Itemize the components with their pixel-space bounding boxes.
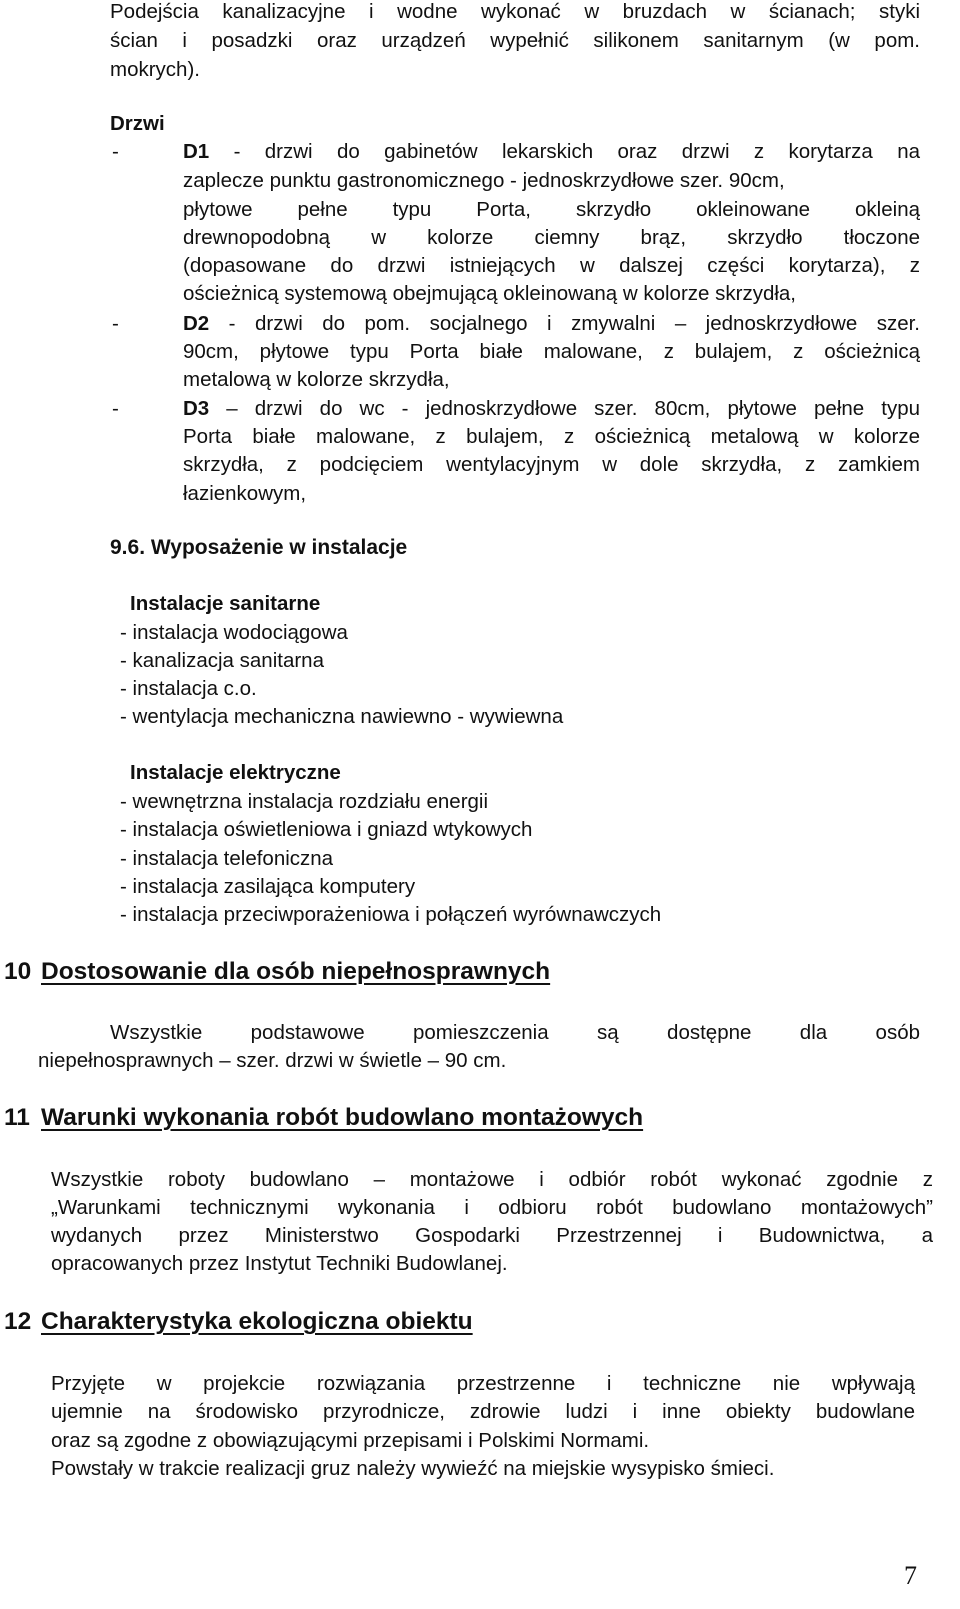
section-11-line-4: opracowanych przez Instytut Techniki Budowlanej. xyxy=(51,1252,508,1275)
door-d3-text: – drzwi do wc - jednoskrzydłowe szer. 80cm, płytowe pełne typu xyxy=(209,397,920,420)
section-11-line-1: Wszystkie roboty budowlano – montażowe i odbiór robót wykonać zgodnie z xyxy=(51,1168,933,1191)
list-dash: - xyxy=(112,312,119,335)
section-number: 10 xyxy=(4,958,32,985)
door-d1-text: - drzwi do gabinetów lekarskich oraz drzwi z korytarza na xyxy=(209,140,920,163)
list-item: - instalacja telefoniczna xyxy=(120,847,334,870)
door-d3-line-2: Porta białe malowane, z bulajem, z ościeżnicą metalową w kolorze xyxy=(183,425,920,448)
door-d3-line-1 xyxy=(183,395,920,424)
door-d3-line-3: skrzydła, z podcięciem wentylacyjnym w dole skrzydła, z zamkiem xyxy=(183,453,920,476)
intro-line-1: Podejścia kanalizacyjne i wodne wykonać w bruzdach w ścianach; styki xyxy=(110,0,920,23)
door-d3-line-4: łazienkowym, xyxy=(183,482,307,505)
section-number: 11 xyxy=(4,1104,30,1131)
section-10-heading xyxy=(4,958,904,990)
section-11-heading xyxy=(4,1104,904,1136)
door-d1-line-6: ościeżnicą systemową obejmującą okleinowaną w kolorze skrzydła, xyxy=(183,282,796,305)
door-d2-text: - drzwi do pom. socjalnego i zmywalni – jednoskrzydłowe szer. xyxy=(209,312,920,335)
list-item: - instalacja przeciwporażeniowa i połączeń wyrównawczych xyxy=(120,903,662,926)
electrical-installations-title: Instalacje elektryczne xyxy=(130,761,341,784)
list-item: - instalacja oświetleniowa i gniazd wtykowych xyxy=(120,818,533,841)
door-code: D2 xyxy=(183,312,210,335)
section-9-6-title: 9.6. Wyposażenie w instalacje xyxy=(110,536,408,559)
sanitary-installations-title: Instalacje sanitarne xyxy=(130,592,321,615)
section-11-line-2: „Warunkami technicznymi wykonania i odbioru robót budowlano montażowych” xyxy=(51,1196,933,1219)
list-item: - instalacja zasilająca komputery xyxy=(120,875,416,898)
list-item: - wentylacja mechaniczna nawiewno - wywiewna xyxy=(120,705,564,728)
section-12-line-1: Przyjęte w projekcie rozwiązania przestrzenne i techniczne nie wpływają xyxy=(51,1372,915,1395)
list-item: - kanalizacja sanitarna xyxy=(120,649,324,672)
section-title: Charakterystyka ekologiczna obiektu xyxy=(41,1308,473,1335)
list-dash: - xyxy=(112,397,119,420)
doors-heading: Drzwi xyxy=(110,112,165,135)
section-12-line-4: Powstały w trakcie realizacji gruz należy wywieźć na miejskie wysypisko śmieci. xyxy=(51,1457,775,1480)
section-12-heading xyxy=(4,1308,904,1340)
list-item: - instalacja wodociągowa xyxy=(120,621,348,644)
list-item: - wewnętrzna instalacja rozdziału energii xyxy=(120,790,489,813)
section-title: Warunki wykonania robót budowlano montażowych xyxy=(41,1104,644,1131)
door-d2-line-2: 90cm, płytowe typu Porta białe malowane, z bulajem, z ościeżnicą xyxy=(183,340,920,363)
list-item: - instalacja c.o. xyxy=(120,677,257,700)
intro-line-3: mokrych). xyxy=(110,58,200,81)
page-number: 7 xyxy=(904,1561,917,1590)
section-title: Dostosowanie dla osób niepełnosprawnych xyxy=(41,958,551,985)
section-12-line-3: oraz są zgodne z obowiązującymi przepisami i Polskimi Normami. xyxy=(51,1429,650,1452)
door-code: D3 xyxy=(183,397,210,420)
door-d2-line-1 xyxy=(183,310,920,339)
door-d1-line-4: drewnopodobną w kolorze ciemny brąz, skrzydło tłoczone xyxy=(183,226,920,249)
list-dash: - xyxy=(112,140,119,163)
door-d1-line-2: zaplecze punktu gastronomicznego - jednoskrzydłowe szer. 90cm, xyxy=(183,169,785,192)
door-d2-line-3: metalową w kolorze skrzydła, xyxy=(183,368,450,391)
section-11-line-3: wydanych przez Ministerstwo Gospodarki Przestrzennej i Budownictwa, a xyxy=(51,1224,933,1247)
section-10-line-1: Wszystkie podstawowe pomieszczenia są dostępne dla osób xyxy=(110,1021,920,1044)
door-code: D1 xyxy=(183,140,210,163)
section-12-line-2: ujemnie na środowisko przyrodnicze, zdrowie ludzi i inne obiekty budowlane xyxy=(51,1400,915,1423)
section-number: 12 xyxy=(4,1308,32,1335)
door-d1-line-5: (dopasowane do drzwi istniejących w dalszej części korytarza), z xyxy=(183,254,920,277)
intro-line-2: ścian i posadzki oraz urządzeń wypełnić silikonem sanitarnym (w pom. xyxy=(110,29,920,52)
door-d1-line-1 xyxy=(183,138,920,167)
section-10-line-2: niepełnosprawnych – szer. drzwi w świetle – 90 cm. xyxy=(38,1049,507,1072)
door-d1-line-3: płytowe pełne typu Porta, skrzydło okleinowane okleiną xyxy=(183,198,920,221)
